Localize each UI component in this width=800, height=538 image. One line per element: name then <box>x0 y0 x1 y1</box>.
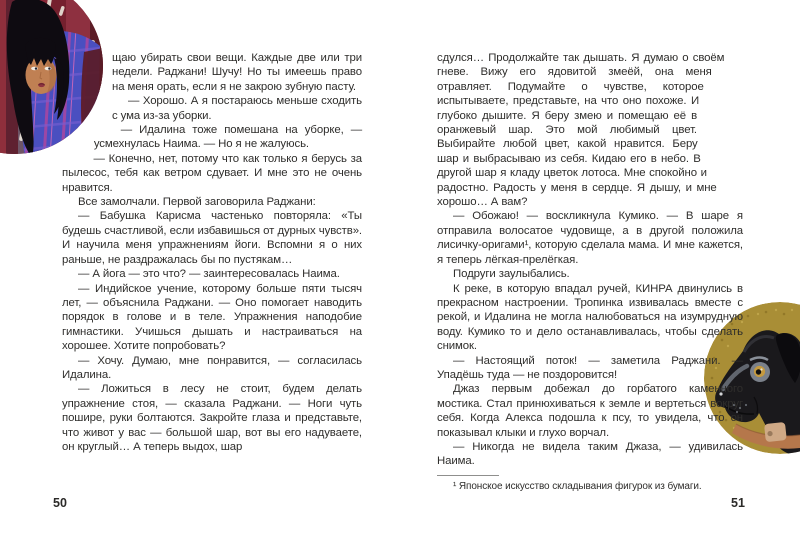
paragraph: — Ложиться в лесу не стоит, будем делать упражнение стоя, — сказала Раджани. — Ноги чуть пошире, руки болтаются. Закройте глаза и представьте, что живот у вас — большой шар, вот вы его надуваете, он круглый… А теперь выдох, шар <box>62 383 362 453</box>
page-number-left: 50 <box>53 496 67 510</box>
paragraph: — Бабушка Карисма частенько повторяла: «Ты будешь счастливой, если избавишься от дурных чувств». И научила меня упражнениям йоги. Вспомни я о них раньше, не раздражалась бы по пустякам… <box>62 210 362 266</box>
paragraph: — Никогда не видела таким Джаза, — удивилась Наима. <box>437 440 743 468</box>
paragraph: — Идалина тоже помешана на уборке, — усмехнулась Наима. — Но я не жалуюсь. <box>93 124 362 151</box>
paragraph: Все замолчали. Первой заговорила Раджани: <box>78 196 316 209</box>
paragraph: — А йога — это что? — заинтересовалась Наима. <box>78 268 340 281</box>
paragraph: — Настоящий поток! — заметила Раджани. — Упадёшь туда — не поздоровится! <box>437 354 743 381</box>
paragraph: — Хорошо. А я постараюсь меньше сходить с ума из-за уборки. <box>112 95 362 122</box>
page-50-text-column <box>62 51 362 454</box>
paragraph: К реке, в которую впадал ручей, КИНРА двинулись в прекрасном настроении. Тропинка извивалась вместе с рекой, и Идалина не могла налюбоваться на изумрудную воду. Кумико то и дело останавливалась, чтобы сделать снимок. <box>437 282 743 353</box>
page-number-right: 51 <box>731 496 745 510</box>
paragraph: щаю убирать свои вещи. Каждые две или три недели. Раджани! Шучу! Но ты имеешь право на меня орать, если я не закрою зубную пасту. <box>112 52 362 93</box>
footnote-divider <box>437 475 499 477</box>
paragraph: сдулся… Продолжайте так дышать. Я думаю о своём гневе. Вижу его ядовитой змеёй, она меня отравляет. Подумайте о чувстве, которое испытываете, представьте, на что оно похоже. И глубоко дышите. Я беру змею и помещаю её в оранжевый шар. Это мой любимый цвет. Выбирайте любой цвет, какой нравится. Беру шар и выбрасываю из себя. Кидаю его в небо. В другой шар я кладу цветок лотоса. Мне спокойно и радостно. Радость у меня в сердце. Я дышу, и мне хорошо… А вам? <box>437 52 725 209</box>
paragraph: — Обожаю! — воскликнула Кумико. — В шаре я отправила волосатое чудовище, а в другой положила лисичку-оригами¹, которую сделала мама. И мне кажется, я теперь лёгкая-прелёгкая. <box>437 210 743 266</box>
paragraph: Подруги заулыбались. <box>453 268 570 281</box>
footnote-text: ¹ Японское искусство складывания фигурок из бумаги. <box>453 481 702 493</box>
paragraph: Джаз первым добежал до горбатого каменного мостика. Стал принюхиваться к земле и вертеться вокруг себя. Когда Алекса подошла к псу, то увидела, что он показывал клыки и глухо ворчал. <box>437 383 743 439</box>
paragraph: — Индийское учение, которому больше пяти тысяч лет, — объяснила Раджани. — Оно помогает наводить порядок в голове и в теле. Упражнения наподобие гимнастики. Учишься дышать и настраиваться на хорошее. Хотите попробовать? <box>62 282 362 353</box>
paragraph: — Хочу. Думаю, мне понравится, — согласилась Идалина. <box>62 354 362 381</box>
paragraph: — Конечно, нет, потому что как только я берусь за пылесос, тебя как ветром сдувает. И мне это не очень нравится. <box>62 152 362 194</box>
page-51-paragraphs <box>437 51 743 469</box>
page-51-text-column <box>437 51 743 493</box>
collar-tag <box>764 422 787 442</box>
